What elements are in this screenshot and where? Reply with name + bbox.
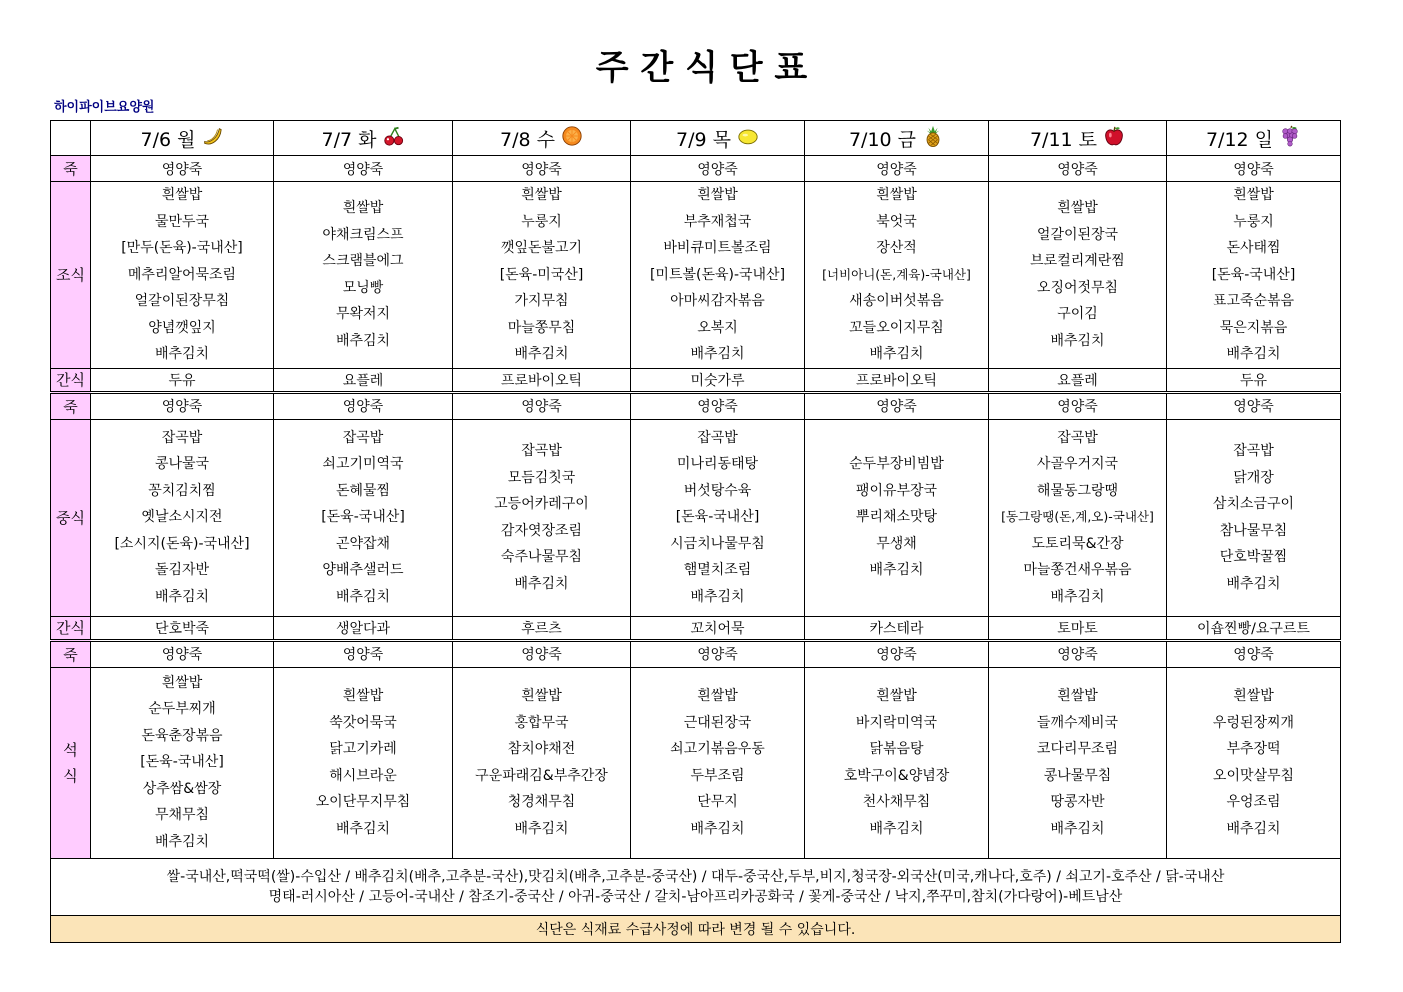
menu-item: [만두(돈육)-국내산] bbox=[121, 240, 243, 256]
menu-item: 배추김치 bbox=[690, 820, 745, 837]
menu-item: 시금치나물무침 bbox=[670, 535, 765, 552]
menu-item: 무채무침 bbox=[154, 807, 210, 824]
menu-item: 마늘쫑건새우볶음 bbox=[1023, 562, 1132, 579]
menu-item: 오이단무지무침 bbox=[315, 794, 411, 810]
menu-item: 잡곡밥 bbox=[521, 443, 562, 459]
dinner-jook-cell: 영양죽 bbox=[274, 640, 453, 667]
lunch-jook-cell: 영양죽 bbox=[274, 392, 453, 419]
cherry-icon bbox=[382, 125, 404, 152]
snack-am-cell: 요플레 bbox=[274, 368, 453, 392]
menu-item: 무왁저지 bbox=[335, 306, 391, 323]
menu-item: 야채크림스프 bbox=[322, 226, 404, 243]
menu-item: 구이김 bbox=[1057, 306, 1098, 323]
snack-am-cell: 프로바이오틱 bbox=[805, 368, 989, 392]
menu-item: 흰쌀밥 bbox=[697, 688, 738, 704]
day-header bbox=[453, 121, 631, 156]
menu-item: 배추김치 bbox=[335, 332, 391, 349]
menu-item: 부추재첩국 bbox=[683, 213, 752, 230]
menu-item: 천사채무침 bbox=[862, 794, 931, 810]
lunch-jook-cell: 영양죽 bbox=[453, 392, 631, 419]
menu-item: 표고죽순볶음 bbox=[1212, 293, 1295, 309]
dinner-jook-cell: 영양죽 bbox=[453, 640, 631, 667]
menu-item: 삼치소금구이 bbox=[1212, 496, 1295, 512]
menu-item: 무생채 bbox=[876, 535, 917, 552]
menu-item: 얼갈이된장국 bbox=[1036, 226, 1119, 243]
menu-item: 배추김치 bbox=[1050, 332, 1105, 349]
lunch-menu-cell bbox=[91, 419, 274, 616]
day-label: 7/9 목 bbox=[676, 128, 731, 151]
menu-item: 배추김치 bbox=[1050, 820, 1105, 837]
row-label-lunch bbox=[51, 419, 91, 616]
menu-item: 배추김치 bbox=[154, 588, 210, 605]
menu-item: 아마씨감자볶음 bbox=[670, 293, 765, 309]
menu-item: 배추김치 bbox=[690, 588, 745, 605]
breakfast-menu-cell bbox=[631, 182, 805, 369]
menu-item: 옛날소시지전 bbox=[141, 509, 223, 526]
breakfast-menu-cell bbox=[805, 182, 989, 369]
day-label: 7/6 월 bbox=[140, 128, 196, 151]
menu-item: [너비아니(돈,계육)-국내산] bbox=[822, 266, 971, 282]
menu-item: 흰쌀밥 bbox=[342, 688, 384, 704]
row-label-jook: 죽 bbox=[51, 392, 91, 419]
menu-item: 호박구이&양념장 bbox=[843, 767, 950, 784]
menu-item: 메추리알어묵조림 bbox=[127, 266, 237, 283]
menu-item: [소시지(돈육)-국내산] bbox=[114, 535, 250, 552]
menu-item: 돈육춘장볶음 bbox=[141, 727, 223, 744]
menu-item: 감자엿장조림 bbox=[500, 522, 583, 539]
menu-item: 쇠고기미역국 bbox=[322, 456, 404, 473]
corner-cell bbox=[51, 121, 91, 156]
snack-pm-cell: 생알다과 bbox=[274, 616, 453, 640]
pineapple-icon bbox=[922, 125, 944, 152]
notice-banner: 식단은 식재료 수급사정에 따라 변경 될 수 있습니다. bbox=[51, 915, 1341, 942]
breakfast-jook-cell: 영양죽 bbox=[91, 156, 274, 182]
menu-item: [돈육-국내산] bbox=[675, 509, 760, 526]
menu-item: 배추김치 bbox=[690, 346, 745, 362]
menu-item: 햄멸치조림 bbox=[683, 562, 752, 579]
menu-item: 구운파래김&부추간장 bbox=[475, 767, 608, 784]
menu-item: 오이맛살무침 bbox=[1212, 767, 1295, 784]
grape-icon bbox=[1279, 125, 1301, 152]
breakfast-menu-cell bbox=[91, 182, 274, 369]
snack-am-cell: 두유 bbox=[1167, 368, 1341, 392]
menu-item: 흰쌀밥 bbox=[876, 688, 917, 704]
breakfast-menu-cell bbox=[1167, 182, 1341, 369]
menu-item: 콩나물무침 bbox=[1043, 767, 1112, 784]
menu-item: 누룽지 bbox=[1233, 213, 1274, 230]
breakfast-menu-cell bbox=[453, 182, 631, 369]
menu-item: 배추김치 bbox=[514, 820, 569, 837]
menu-item: 배추김치 bbox=[869, 562, 924, 579]
origin-line: 명태-러시아산 / 고등어-국내산 / 참조기-중국산 / 아귀-중국산 / 갈치-남아프리카공화국 / 꽃게-중국산 / 낙지,쭈꾸미,참치(가다랑어)-베트남산 bbox=[268, 888, 1123, 905]
dinner-label-1: 석 bbox=[63, 740, 78, 759]
lunch-jook-cell: 영양죽 bbox=[631, 392, 805, 419]
dinner-jook-cell: 영양죽 bbox=[1167, 640, 1341, 667]
menu-item: 꼬들오이지무침 bbox=[849, 319, 944, 336]
row-label-breakfast bbox=[51, 182, 91, 369]
menu-item: 참나물무침 bbox=[1219, 522, 1288, 539]
menu-item: 깻잎돈불고기 bbox=[500, 240, 583, 256]
menu-item: 흰쌀밥 bbox=[697, 187, 738, 203]
lunch-jook-cell: 영양죽 bbox=[805, 392, 989, 419]
breakfast-jook-cell: 영양죽 bbox=[1167, 156, 1341, 182]
lunch-menu-cell bbox=[1167, 419, 1341, 616]
menu-item: [돈육-국내산] bbox=[140, 754, 224, 771]
menu-item: 우엉조림 bbox=[1226, 794, 1281, 810]
menu-item: 해시브라운 bbox=[329, 767, 397, 784]
row-label-dinner bbox=[51, 667, 91, 858]
day-header bbox=[805, 121, 989, 156]
menu-item: 들깨수제비국 bbox=[1036, 714, 1119, 731]
orange-icon bbox=[561, 125, 583, 152]
menu-item: 숙주나물무침 bbox=[500, 549, 583, 565]
menu-item: 상추쌈&쌈장 bbox=[142, 780, 222, 797]
breakfast-label: 조식 bbox=[56, 266, 85, 285]
menu-item: 흰쌀밥 bbox=[342, 200, 384, 217]
lunch-menu-cell bbox=[805, 419, 989, 616]
menu-item: 두부조림 bbox=[690, 767, 745, 784]
menu-item: 미나리동태탕 bbox=[676, 456, 759, 473]
dinner-jook-cell: 영양죽 bbox=[805, 640, 989, 667]
row-label-snack: 간식 bbox=[51, 368, 91, 392]
facility-name: 하이파이브요양원 bbox=[54, 100, 155, 115]
apple-icon bbox=[1103, 125, 1125, 152]
lemon-icon bbox=[737, 125, 759, 152]
snack-pm-cell: 꼬치어묵 bbox=[631, 616, 805, 640]
menu-item: 닭고기카레 bbox=[329, 741, 397, 757]
lunch-menu-cell bbox=[989, 419, 1167, 616]
day-header bbox=[1167, 121, 1341, 156]
day-header bbox=[274, 121, 453, 156]
menu-item: 잡곡밥 bbox=[1057, 429, 1098, 446]
menu-item: 잡곡밥 bbox=[161, 429, 203, 446]
menu-item: 돌김자반 bbox=[154, 562, 210, 579]
menu-item: 바지락미역국 bbox=[855, 714, 938, 731]
menu-item: 흰쌀밥 bbox=[1057, 200, 1098, 217]
menu-item: 양념깻잎지 bbox=[148, 319, 216, 336]
menu-item: 닭볶음탕 bbox=[869, 741, 924, 757]
dinner-menu-cell bbox=[453, 667, 631, 858]
menu-item: 배추김치 bbox=[1226, 820, 1281, 837]
menu-item: 배추김치 bbox=[335, 588, 391, 605]
menu-item: 흰쌀밥 bbox=[161, 674, 203, 691]
dinner-menu-cell bbox=[989, 667, 1167, 858]
menu-item: 배추김치 bbox=[1050, 588, 1105, 605]
snack-am-cell: 두유 bbox=[91, 368, 274, 392]
dinner-menu-cell bbox=[805, 667, 989, 858]
day-label: 7/12 일 bbox=[1205, 128, 1274, 151]
menu-item: 꽁치김치찜 bbox=[148, 482, 216, 499]
menu-item: 배추김치 bbox=[869, 346, 924, 362]
snack-am-cell: 미숫가루 bbox=[631, 368, 805, 392]
menu-item: 배추김치 bbox=[335, 820, 391, 837]
menu-item: 쇠고기볶음우동 bbox=[670, 741, 765, 757]
menu-item: 흰쌀밥 bbox=[521, 187, 562, 203]
menu-item: [돈육-미국산] bbox=[499, 266, 584, 283]
menu-item: 근대된장국 bbox=[683, 714, 752, 731]
breakfast-jook-cell: 영양죽 bbox=[989, 156, 1167, 182]
lunch-jook-cell: 영양죽 bbox=[989, 392, 1167, 419]
lunch-jook-cell: 영양죽 bbox=[91, 392, 274, 419]
row-label-snack: 간식 bbox=[51, 616, 91, 640]
snack-am-cell: 프로바이오틱 bbox=[453, 368, 631, 392]
menu-item: 홍합무국 bbox=[514, 714, 569, 731]
menu-item: 잡곡밥 bbox=[697, 429, 738, 446]
menu-item: 흰쌀밥 bbox=[876, 187, 917, 203]
lunch-jook-cell: 영양죽 bbox=[1167, 392, 1341, 419]
menu-item: 돈사태찜 bbox=[1226, 240, 1281, 256]
menu-item: 해물동그랑땡 bbox=[1036, 482, 1119, 499]
weekly-menu-table bbox=[50, 120, 1341, 943]
day-header bbox=[989, 121, 1167, 156]
menu-item: 도토리묵&간장 bbox=[1031, 535, 1124, 552]
snack-pm-cell: 후르츠 bbox=[453, 616, 631, 640]
menu-item: 배추김치 bbox=[1226, 575, 1281, 592]
menu-item: 배추김치 bbox=[514, 346, 569, 362]
snack-pm-cell: 토마토 bbox=[989, 616, 1167, 640]
day-label: 7/10 금 bbox=[848, 128, 917, 151]
menu-item: 배추김치 bbox=[869, 820, 924, 837]
breakfast-jook-cell: 영양죽 bbox=[631, 156, 805, 182]
menu-item: 곤약잡채 bbox=[335, 535, 391, 552]
menu-item: 물만두국 bbox=[154, 213, 210, 230]
menu-item: 돈혜물찜 bbox=[335, 482, 391, 499]
dinner-menu-cell bbox=[91, 667, 274, 858]
breakfast-menu-cell bbox=[989, 182, 1167, 369]
menu-item: 흰쌀밥 bbox=[1057, 688, 1098, 704]
menu-item: 코다리무조림 bbox=[1036, 741, 1119, 757]
menu-item: 잡곡밥 bbox=[1233, 443, 1274, 459]
menu-item: 양배추샐러드 bbox=[322, 562, 404, 579]
breakfast-menu-cell bbox=[274, 182, 453, 369]
day-header bbox=[91, 121, 274, 156]
menu-item: 청경채무침 bbox=[507, 794, 576, 810]
day-label: 7/8 수 bbox=[500, 128, 555, 151]
row-label-jook: 죽 bbox=[51, 156, 91, 182]
menu-item: 버섯탕수육 bbox=[683, 482, 752, 499]
menu-item: 단무지 bbox=[697, 794, 738, 810]
menu-item: 얼갈이된장무침 bbox=[134, 293, 230, 309]
menu-item: 스크램블에그 bbox=[322, 253, 404, 270]
menu-item: 잡곡밥 bbox=[342, 429, 384, 446]
snack-pm-cell: 이숍찐빵/요구르트 bbox=[1167, 616, 1341, 640]
menu-item: 묵은지볶음 bbox=[1219, 319, 1288, 336]
menu-item: 배추김치 bbox=[154, 833, 210, 850]
menu-item: 부추장떡 bbox=[1226, 741, 1281, 757]
menu-item: 팽이유부장국 bbox=[855, 482, 938, 499]
menu-item: 흰쌀밥 bbox=[161, 187, 203, 203]
lunch-menu-cell bbox=[453, 419, 631, 616]
dinner-jook-cell: 영양죽 bbox=[989, 640, 1167, 667]
menu-item: 흰쌀밥 bbox=[521, 688, 562, 704]
menu-item: 북엇국 bbox=[876, 213, 917, 230]
row-label-jook: 죽 bbox=[51, 640, 91, 667]
origin-line: 쌀-국내산,떡국떡(쌀)-수입산 / 배추김치(배추,고추분-국산),맛김치(배추,고추분-중국산) / 대두-중국산,두부,비지,청국장-외국산(미국,캐나다,호주) / 쇠고기-호주산 / 닭-국내산 bbox=[166, 868, 1225, 885]
dinner-menu-cell bbox=[631, 667, 805, 858]
breakfast-jook-cell: 영양죽 bbox=[453, 156, 631, 182]
snack-pm-cell: 카스테라 bbox=[805, 616, 989, 640]
menu-item: 마늘쫑무침 bbox=[507, 319, 576, 336]
menu-item: 장산적 bbox=[876, 240, 917, 256]
menu-item: 뿌리채소맛탕 bbox=[855, 509, 938, 526]
menu-item: 브로컬리계란찜 bbox=[1030, 253, 1125, 270]
menu-item: 순두부장비빔밥 bbox=[849, 456, 944, 473]
breakfast-jook-cell: 영양죽 bbox=[805, 156, 989, 182]
menu-item: 배추김치 bbox=[514, 575, 569, 592]
menu-item: 땅콩자반 bbox=[1050, 794, 1105, 810]
menu-item: 닭개장 bbox=[1233, 469, 1274, 486]
menu-item: 단호박꿀찜 bbox=[1219, 549, 1288, 565]
dinner-menu-cell bbox=[274, 667, 453, 858]
origin-info bbox=[51, 858, 1341, 915]
breakfast-jook-cell: 영양죽 bbox=[274, 156, 453, 182]
lunch-label: 중식 bbox=[56, 509, 85, 527]
banana-icon bbox=[201, 125, 223, 152]
dinner-menu-cell bbox=[1167, 667, 1341, 858]
menu-item: 순두부찌개 bbox=[148, 701, 216, 718]
menu-item: 새송이버섯볶음 bbox=[849, 293, 944, 309]
menu-item: 오복지 bbox=[697, 319, 738, 336]
lunch-menu-cell bbox=[274, 419, 453, 616]
menu-item: 배추김치 bbox=[154, 346, 210, 362]
menu-item: 배추김치 bbox=[1226, 346, 1281, 362]
dinner-jook-cell: 영양죽 bbox=[91, 640, 274, 667]
menu-item: 사골우거지국 bbox=[1036, 456, 1119, 473]
day-label: 7/7 화 bbox=[321, 128, 377, 151]
day-label: 7/11 토 bbox=[1029, 128, 1098, 151]
menu-item: 오징어젓무침 bbox=[1036, 279, 1119, 296]
menu-item: 우렁된장찌개 bbox=[1212, 714, 1295, 731]
menu-item: [미트볼(돈육)-국내산] bbox=[649, 266, 786, 283]
menu-item: 고등어카레구이 bbox=[494, 496, 589, 512]
menu-item: [돈육-국내산] bbox=[1211, 266, 1296, 283]
menu-item: 참치야채전 bbox=[507, 741, 576, 757]
menu-item: 콩나물국 bbox=[154, 456, 210, 473]
menu-item: 흰쌀밥 bbox=[1233, 187, 1274, 203]
snack-am-cell: 요플레 bbox=[989, 368, 1167, 392]
menu-item: 누룽지 bbox=[521, 213, 562, 230]
dinner-jook-cell: 영양죽 bbox=[631, 640, 805, 667]
menu-item: [동그랑땡(돈,계,오)-국내산] bbox=[1001, 509, 1154, 525]
menu-item: 바비큐미트볼조림 bbox=[663, 240, 772, 256]
page-title: 주 간 식 단 표 bbox=[595, 48, 808, 88]
menu-item: 흰쌀밥 bbox=[1233, 688, 1274, 704]
menu-item: [돈육-국내산] bbox=[321, 509, 405, 526]
menu-item: 모듬김칫국 bbox=[507, 469, 576, 486]
dinner-label-2: 식 bbox=[63, 766, 78, 785]
menu-item: 가지무침 bbox=[514, 293, 569, 309]
menu-item: 쑥갓어묵국 bbox=[329, 714, 397, 731]
day-header bbox=[631, 121, 805, 156]
snack-pm-cell: 단호박죽 bbox=[91, 616, 274, 640]
menu-item: 모닝빵 bbox=[342, 279, 384, 296]
lunch-menu-cell bbox=[631, 419, 805, 616]
